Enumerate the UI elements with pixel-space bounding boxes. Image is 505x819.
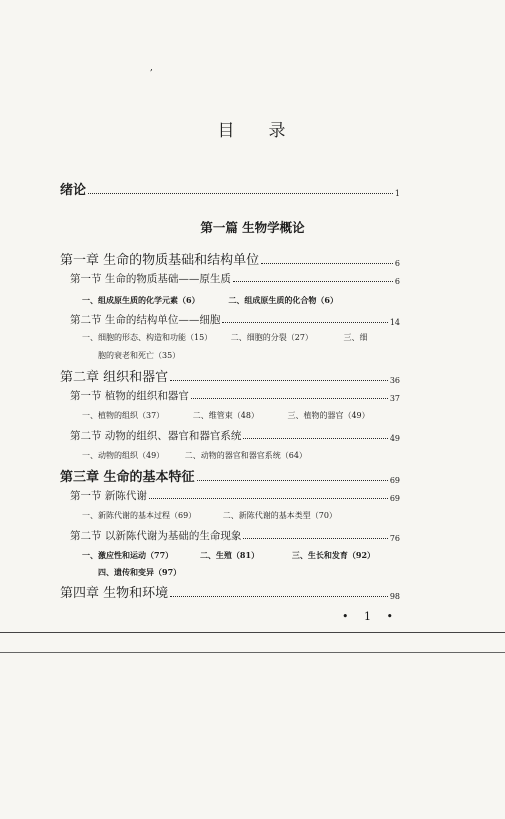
toc-section-label: 第一节 新陈代谢 <box>70 490 147 502</box>
toc-section-page: 37 <box>389 394 400 403</box>
toc-subsection-line <box>98 567 181 578</box>
toc-subsection: 四、遗传和变异（97） <box>98 567 182 577</box>
toc-section <box>70 388 400 403</box>
print-mark: , <box>150 63 153 73</box>
toc-section-label: 第二节 以新陈代谢为基础的生命现象 <box>70 530 242 542</box>
toc-subsection: 胞的衰老和死亡（35） <box>98 351 181 360</box>
toc-title-char-2: 录 <box>268 121 288 141</box>
toc-chapter-page: 36 <box>389 376 400 385</box>
toc-section-label: 第一节 植物的组织和器官 <box>70 390 189 402</box>
toc-subsection: 三、生长和发育（92） <box>291 550 376 560</box>
toc-section-label: 第二节 动物的组织、器官和器官系统 <box>70 430 242 442</box>
toc-subsection: 一、激应性和运动（77） <box>82 550 174 560</box>
leader-dots <box>261 263 393 264</box>
toc-subsection: 二、维管束（48） <box>192 411 259 420</box>
toc-subsection-line <box>82 510 337 521</box>
toc-subsection-line <box>82 410 370 421</box>
toc-subsection: 二、动物的器官和器官系统（64） <box>184 451 307 460</box>
leader-dots <box>243 438 387 439</box>
toc-section <box>70 271 400 286</box>
leader-dots <box>170 596 388 597</box>
toc-subsection-line <box>82 295 338 306</box>
toc-section-page: 14 <box>389 318 400 327</box>
toc-section <box>70 312 400 327</box>
toc-chapter-3 <box>60 466 400 485</box>
toc-subsection-line <box>82 332 367 343</box>
bottom-rule <box>0 652 505 653</box>
leader-dots <box>233 281 393 282</box>
toc-section-page: 6 <box>394 277 400 286</box>
toc-entry-intro <box>60 179 400 198</box>
toc-section-label: 第一节 生命的物质基础——原生质 <box>70 273 231 285</box>
toc-chapter-label: 第四章 生物和环境 <box>60 586 169 601</box>
part-title: 第一篇 生物学概论 <box>200 220 305 235</box>
leader-dots <box>170 380 388 381</box>
toc-entry-page: 1 <box>394 189 400 198</box>
leader-dots <box>197 480 388 481</box>
leader-dots <box>191 398 388 399</box>
toc-chapter-page: 98 <box>389 592 400 601</box>
toc-subsection: 一、新陈代谢的基本过程（69） <box>82 511 197 520</box>
page-number: • 1 • <box>342 610 399 623</box>
bottom-rule <box>0 632 505 633</box>
toc-subsection: 三、植物的器官（49） <box>287 411 370 420</box>
leader-dots <box>243 538 387 539</box>
toc-subsection: 一、植物的组织（37） <box>82 411 165 420</box>
toc-chapter-label: 第三章 生命的基本特征 <box>60 470 195 485</box>
toc-section-page: 76 <box>389 534 400 543</box>
toc-chapter-label: 第一章 生命的物质基础和结构单位 <box>60 253 260 268</box>
toc-chapter-4 <box>60 582 400 601</box>
toc-subsection: 一、细胞的形态、构造和功能（15） <box>82 333 213 342</box>
toc-chapter-page: 6 <box>394 259 400 268</box>
toc-chapter-page: 69 <box>389 476 400 485</box>
toc-chapter-2 <box>60 366 400 385</box>
toc-section-page: 69 <box>389 494 400 503</box>
toc-subsection-line <box>82 450 307 461</box>
toc-section-page: 49 <box>389 434 400 443</box>
toc-subsection: 一、组成原生质的化学元素（6） <box>82 295 200 305</box>
toc-subsection-line <box>98 350 180 361</box>
toc-chapter-label: 第二章 组织和器官 <box>60 370 169 385</box>
toc-subsection: 二、组成原生质的化合物（6） <box>228 295 338 305</box>
toc-section <box>70 488 400 503</box>
toc-section <box>70 428 400 443</box>
toc-subsection: 二、细胞的分裂（27） <box>230 333 313 342</box>
toc-subsection-line <box>82 550 375 561</box>
toc-section-label: 第二节 生命的结构单位——细胞 <box>70 314 221 326</box>
toc-subsection: 二、生殖（81） <box>199 550 260 560</box>
leader-dots <box>149 498 388 499</box>
leader-dots <box>222 322 387 323</box>
leader-dots <box>88 193 393 194</box>
toc-title <box>0 116 505 141</box>
toc-entry-label: 绪论 <box>60 183 87 198</box>
toc-section <box>70 528 400 543</box>
toc-subsection: 一、动物的组织（49） <box>82 451 165 460</box>
toc-subsection: 三、细 <box>343 333 368 342</box>
toc-chapter-1 <box>60 249 400 268</box>
toc-title-char-1: 目 <box>217 121 237 141</box>
toc-subsection: 二、新陈代谢的基本类型（70） <box>222 511 337 520</box>
